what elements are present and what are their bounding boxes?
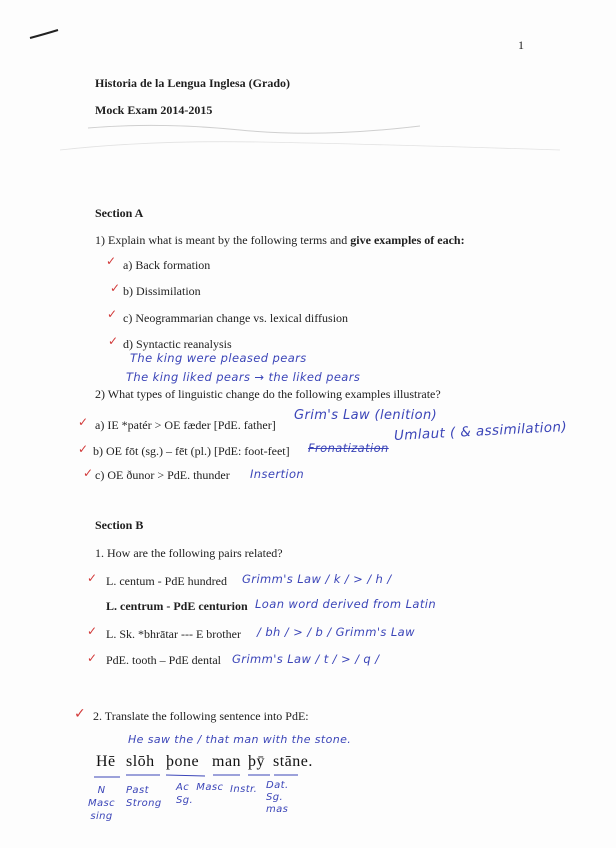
tick-mark-icon: ✓ (83, 466, 94, 480)
handwritten-example-2: The king liked pears → the liked pears (126, 370, 361, 384)
gloss-2: Past Strong (126, 785, 162, 809)
tick-mark-icon: ✓ (110, 281, 121, 295)
oe-word-4: man (212, 753, 242, 770)
gloss-3: Ac Masc Sg. (176, 782, 224, 806)
tick-mark-icon: ✓ (74, 706, 86, 722)
q2-item-c: c) OE ðunor > PdE. thunder (95, 468, 230, 482)
tick-mark-icon: ✓ (78, 415, 89, 429)
q1-item-d: d) Syntactic reanalysis (123, 337, 232, 351)
page-number: 1 (518, 38, 524, 52)
tick-mark-icon: ✓ (108, 334, 119, 348)
pair-4-answer: Grimm's Law / t / > / q / (232, 652, 380, 666)
tick-mark-icon: ✓ (78, 442, 89, 456)
oe-word-2: slōh (126, 753, 155, 770)
section-a-q2-prompt: 2) What types of linguistic change do the following examples illustrate? (95, 387, 441, 401)
q1-item-c: c) Neogrammarian change vs. lexical diffusion (123, 311, 349, 325)
pair-1-answer: Grimm's Law / k / > / h / (242, 572, 392, 586)
tick-mark-icon: ✓ (87, 651, 98, 665)
q2-item-a: a) IE *patér > OE fæder [PdE. father] (95, 418, 276, 432)
exam-subtitle: Mock Exam 2014-2015 (95, 103, 213, 117)
oe-word-1: Hē (96, 753, 116, 770)
q2-item-b: b) OE fōt (sg.) – fēt (pl.) [PdE: foot-feet] (93, 444, 290, 458)
oe-word-5: þӯ (248, 753, 265, 770)
oe-word-3: þone (166, 753, 200, 770)
section-b-q2-prompt: 2. Translate the following sentence into PdE: (93, 709, 309, 723)
q1-prompt-text: 1) Explain what is meant by the following terms and (95, 233, 351, 247)
pair-3-answer: / bh / > / b / Grimm's Law (257, 625, 415, 639)
tick-mark-icon: ✓ (107, 307, 118, 321)
q2-answer-a: Grim's Law (lenition) (294, 408, 438, 423)
tick-mark-icon: ✓ (87, 624, 98, 638)
handwritten-example-1: The king were pleased pears (130, 351, 307, 365)
q1-item-b: b) Dissimilation (123, 284, 201, 298)
q2-answer-b: Umlaut ( & assimilation) (393, 418, 568, 444)
gloss-5: Dat. Sg. mas (266, 780, 289, 815)
pair-2-text: L. centrum - PdE centurion (106, 599, 248, 613)
section-b-heading: Section B (95, 518, 144, 532)
q1-item-a: a) Back formation (123, 258, 211, 272)
q2-answer-c: Insertion (250, 467, 305, 481)
pair-2-answer: Loan word derived from Latin (255, 597, 437, 611)
q1-prompt-bold: give examples of each: (350, 233, 465, 247)
pair-3-text: L. Sk. *bhrātar --- E brother (106, 627, 241, 641)
tick-mark-icon: ✓ (106, 254, 117, 268)
section-a-heading: Section A (95, 206, 144, 220)
section-b-q1-prompt: 1. How are the following pairs related? (95, 546, 283, 560)
gloss-1: N Masc sing (88, 785, 116, 822)
pair-1-text: L. centum - PdE hundred (106, 574, 227, 588)
translation-answer: He saw the / that man with the stone. (128, 733, 352, 746)
gloss-4: Instr. (230, 784, 258, 795)
exam-title: Historia de la Lengua Inglesa (Grado) (95, 76, 291, 90)
oe-word-6: stāne. (273, 753, 313, 770)
tick-mark-icon: ✓ (87, 571, 98, 585)
pair-4-text: PdE. tooth – PdE dental (106, 653, 221, 667)
q2-crossed-out: Fronatization (308, 441, 389, 455)
